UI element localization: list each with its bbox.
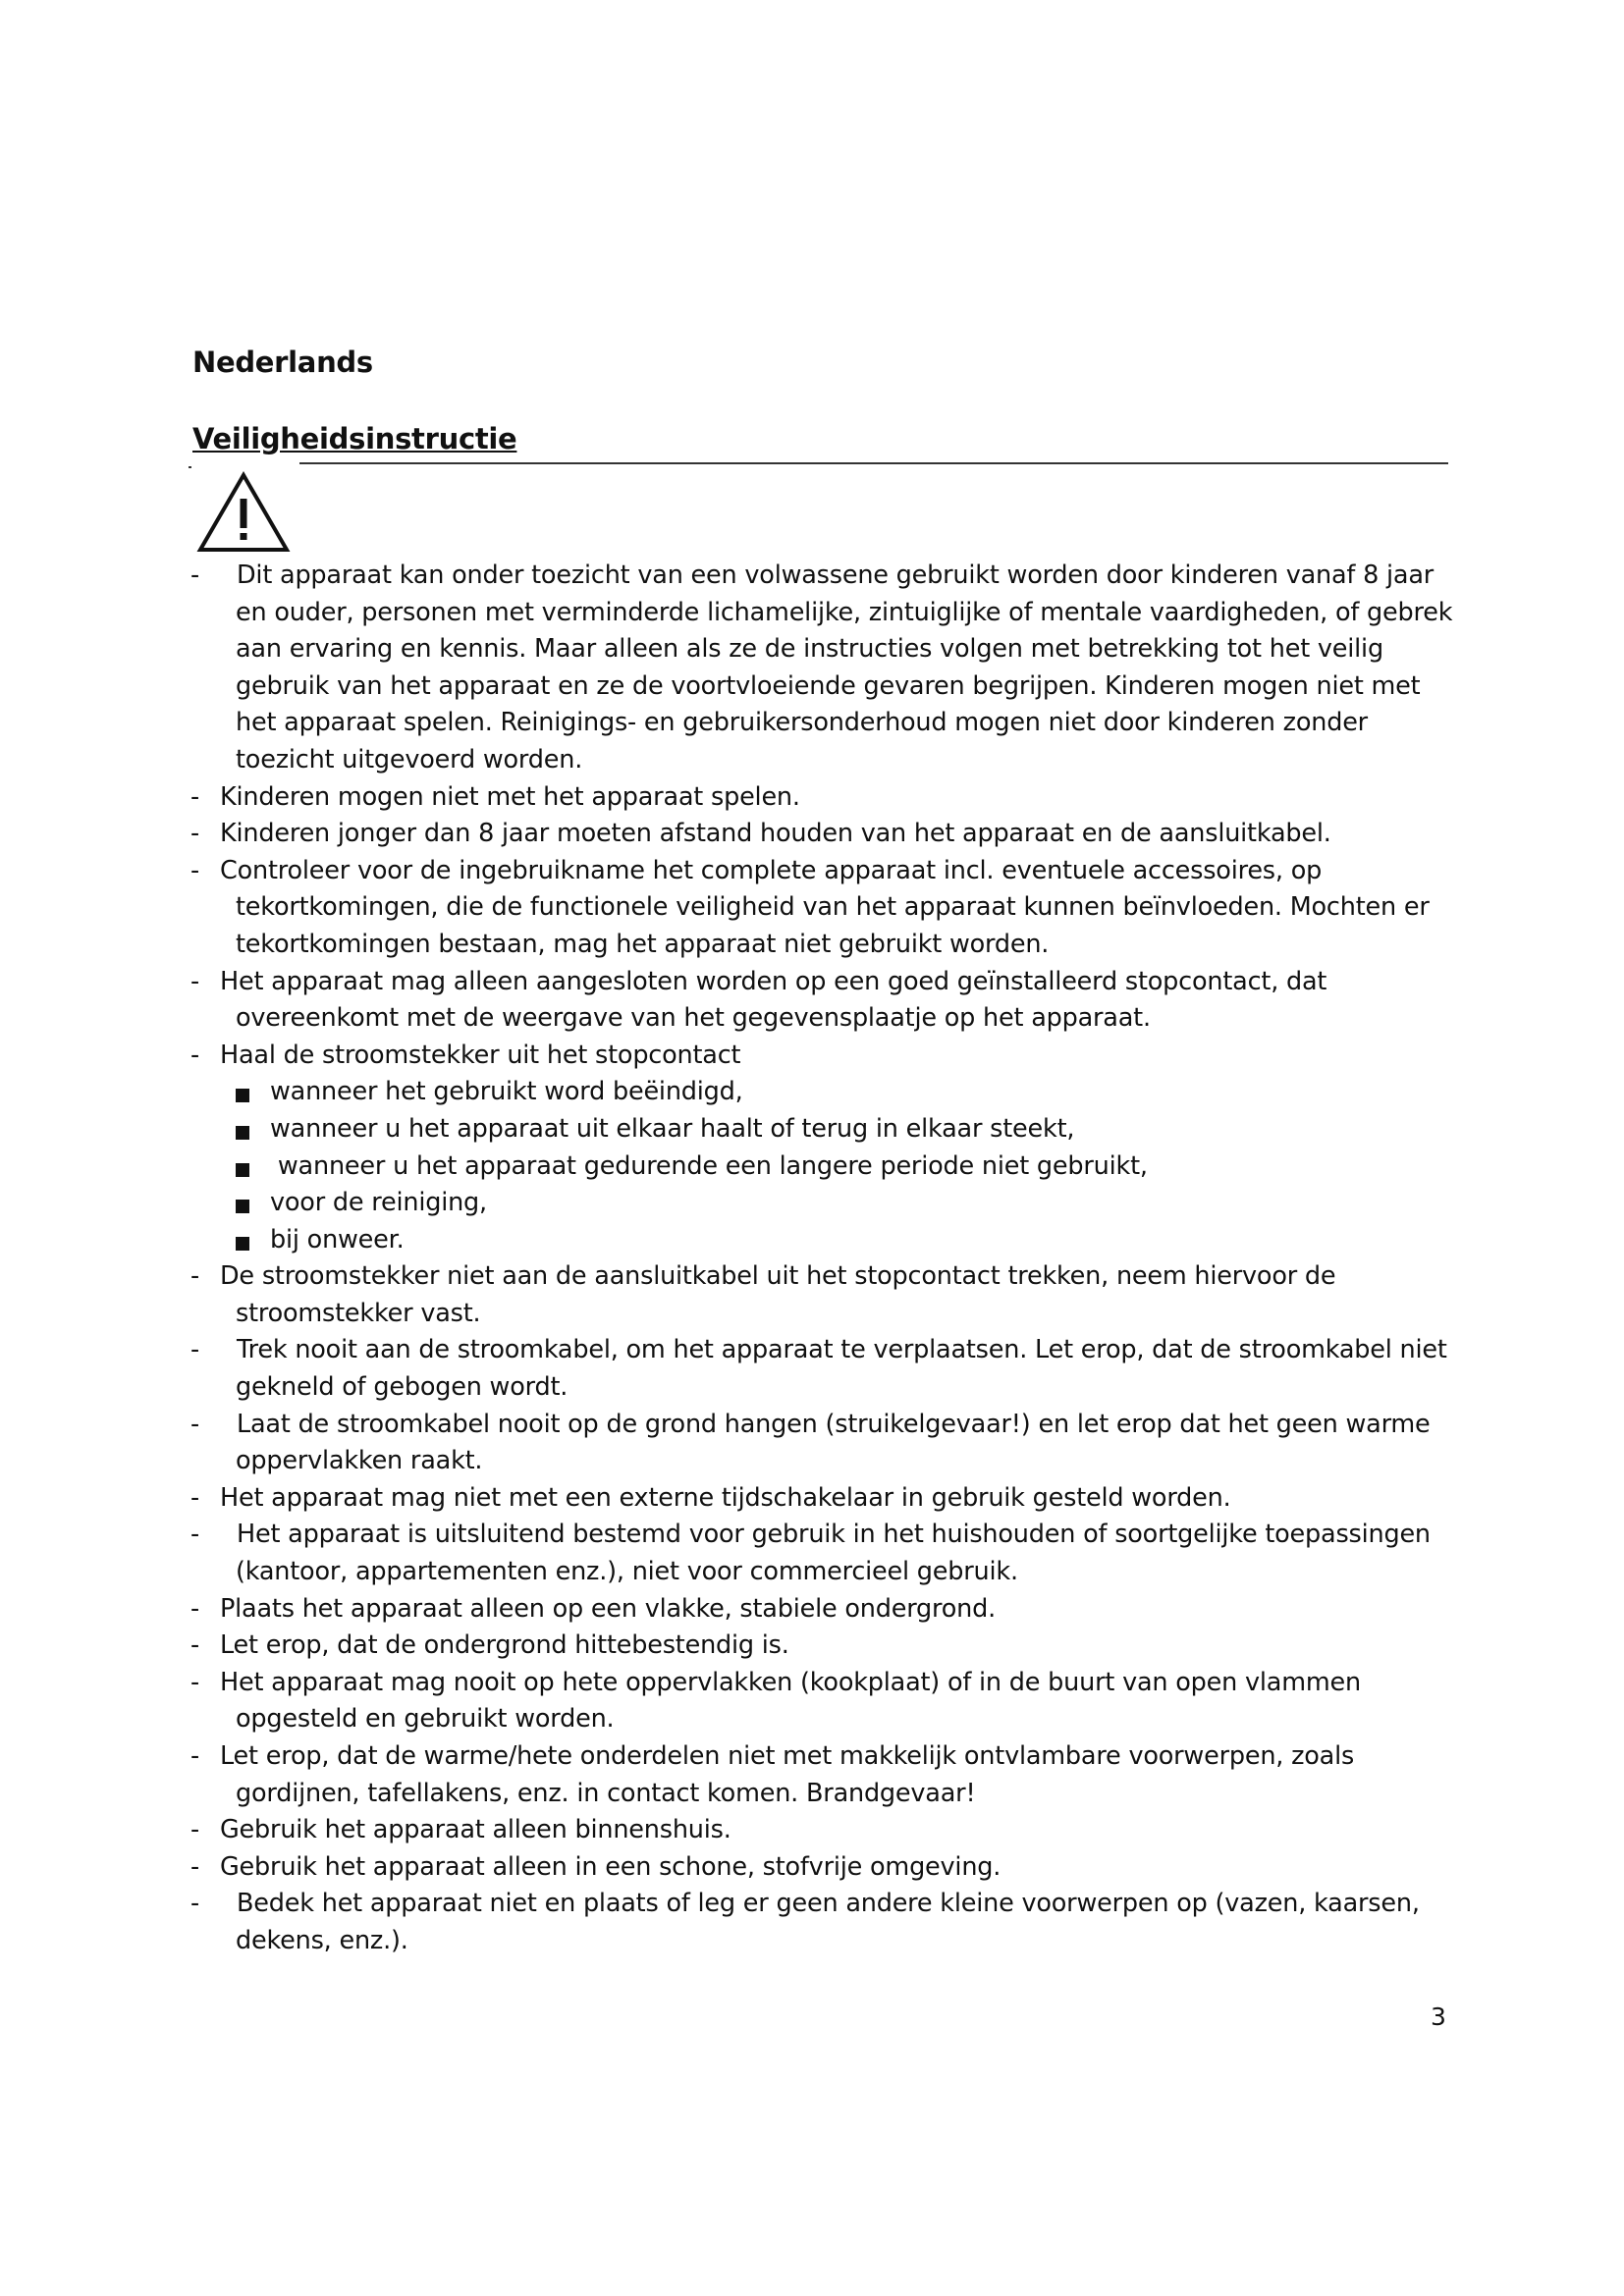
list-item-line: Kinderen jonger dan 8 jaar moeten afstand houden van het apparaat en de aansluitkabel. [220,819,1331,849]
heading-rule-tick [189,466,191,468]
list-item-line: Let erop, dat de ondergrond hittebestendig is. [220,1630,789,1661]
list-item [0,1628,1624,1665]
list-item [0,1258,1624,1332]
list-item-line: Bedek het apparaat niet en plaats of leg er geen andere kleine voorwerpen op (vazen, kaarsen, [237,1889,1420,1919]
list-item-line: dekens, enz.). [236,1925,408,1955]
list-item-line: De stroomstekker niet aan de aansluitkabel uit het stopcontact trekken, neem hiervoor de [220,1261,1336,1292]
list-item [0,1812,1624,1849]
list-item-line: tekortkomingen, die de functionele veiligheid van het apparaat kunnen beïnvloeden. Mochten er [236,892,1430,923]
list-item-line: en ouder, personen met verminderde lichamelijke, zintuiglijke of mentale vaardigheden, of gebrek [236,597,1453,627]
language-heading: Nederlands [192,346,373,379]
sub-list-item-text: wanneer u het apparaat uit elkaar haalt of terug in elkaar steekt, [270,1113,1075,1144]
sub-list-item [0,1185,1624,1222]
list-item-line: Gebruik het apparaat alleen binnenshuis. [220,1815,731,1845]
list-item-line: Dit apparaat kan onder toezicht van een volwassene gebruikt worden door kinderen vanaf 8 jaar [237,561,1435,590]
dash-bullet: - [190,1741,200,1771]
list-item [0,853,1624,964]
list-item-line: stroomstekker vast. [236,1298,481,1328]
list-item-line: Het apparaat is uitsluitend bestemd voor gebruik in het huishouden of soortgelijke toepassingen [237,1520,1431,1550]
sub-list-item [0,1222,1624,1259]
list-item-line: het apparaat spelen. Reinigings- en gebruikersonderhoud mogen niet door kinderen zonder [236,708,1368,738]
section-heading: Veiligheidsinstructie [192,422,517,455]
list-item [0,1517,1624,1590]
square-bullet-icon [236,1089,249,1102]
list-item [0,1849,1624,1887]
list-item [0,1038,1624,1259]
sub-list-item [0,1074,1624,1111]
list-item-line: oppervlakken raakt. [236,1446,483,1476]
heading-rule [299,462,1448,464]
list-item-line: tekortkomingen bestaan, mag het apparaat niet gebruikt worden. [236,929,1050,959]
sub-list-item-text: bij onweer. [270,1224,405,1255]
list-item-line: Laat de stroomkabel nooit op de grond hangen (struikelgevaar!) en let erop dat het geen warme [237,1409,1431,1439]
dash-bullet: - [190,1520,200,1550]
dash-bullet: - [190,1851,200,1882]
list-item [0,1886,1624,1959]
list-item-line: opgesteld en gebruikt worden. [236,1704,615,1735]
dash-bullet: - [190,1815,200,1845]
dash-bullet: - [190,966,200,996]
list-item-line: aan ervaring en kennis. Maar alleen als ze de instructies volgen met betrekking tot het veilig [236,634,1383,665]
list-item-line: Kinderen mogen niet met het apparaat spelen. [220,781,800,812]
square-bullet-icon [236,1163,249,1177]
list-item [0,816,1624,853]
list-item [0,1407,1624,1480]
dash-bullet: - [190,819,200,849]
list-item [0,1738,1624,1812]
dash-bullet: - [190,1889,200,1919]
sub-list-item-text: wanneer u het apparaat gedurende een langere periode niet gebruikt, [270,1150,1148,1181]
list-item-line: Gebruik het apparaat alleen in een schone, stofvrije omgeving. [220,1851,1001,1882]
list-item-line: Het apparaat mag alleen aangesloten worden op een goed geïnstalleerd stopcontact, dat [220,966,1327,996]
dash-bullet: - [190,1409,200,1439]
dash-bullet: - [190,1482,200,1513]
list-item-line: Let erop, dat de warme/hete onderdelen niet met makkelijk ontvlambare voorwerpen, zoals [220,1741,1355,1771]
warning-triangle-icon [196,471,291,554]
list-item-line: Het apparaat mag nooit op hete oppervlakken (kookplaat) of in de buurt van open vlammen [220,1667,1361,1697]
sub-list [0,1074,1624,1258]
sub-list-item-text: wanneer het gebruikt word beëindigd, [270,1077,743,1107]
list-item [0,1591,1624,1629]
list-item [0,964,1624,1038]
dash-bullet: - [190,561,200,590]
safety-instructions-list [0,558,1624,1960]
dash-bullet: - [190,1630,200,1661]
page-number: 3 [1431,2002,1446,2031]
list-item-line: Haal de stroomstekker uit het stopcontact [220,1040,741,1070]
dash-bullet: - [190,1593,200,1624]
list-item-line: gekneld of gebogen wordt. [236,1372,568,1403]
dash-bullet: - [190,1261,200,1292]
square-bullet-icon [236,1237,249,1251]
square-bullet-icon [236,1200,249,1213]
sub-list-item [0,1148,1624,1186]
sub-list-item [0,1111,1624,1148]
list-item-line: Trek nooit aan de stroomkabel, om het apparaat te verplaatsen. Let erop, dat de stroomkabel niet [237,1335,1447,1365]
list-item-line: toezicht uitgevoerd worden. [236,744,583,774]
list-item-line: (kantoor, appartementen enz.), niet voor commercieel gebruik. [236,1557,1018,1587]
list-item [0,1665,1624,1738]
list-item-line: Controleer voor de ingebruikname het complete apparaat incl. eventuele accessoires, op [220,855,1323,885]
dash-bullet: - [190,781,200,812]
sub-list-item-text: voor de reiniging, [270,1188,487,1218]
list-item-line: gordijnen, tafellakens, enz. in contact komen. Brandgevaar! [236,1778,976,1808]
list-item [0,1332,1624,1406]
list-item-line: Het apparaat mag niet met een externe tijdschakelaar in gebruik gesteld worden. [220,1482,1231,1513]
list-item [0,1480,1624,1518]
square-bullet-icon [236,1126,249,1140]
dash-bullet: - [190,1335,200,1365]
dash-bullet: - [190,855,200,885]
list-item [0,779,1624,817]
list-item-line: gebruik van het apparaat en ze de voortvloeiende gevaren begrijpen. Kinderen mogen niet met [236,670,1421,701]
dash-bullet: - [190,1667,200,1697]
dash-bullet: - [190,1040,200,1070]
list-item-line: overeenkomt met de weergave van het gegevensplaatje op het apparaat. [236,1003,1151,1034]
list-item-line: Plaats het apparaat alleen op een vlakke, stabiele ondergrond. [220,1593,997,1624]
list-item [0,558,1624,779]
